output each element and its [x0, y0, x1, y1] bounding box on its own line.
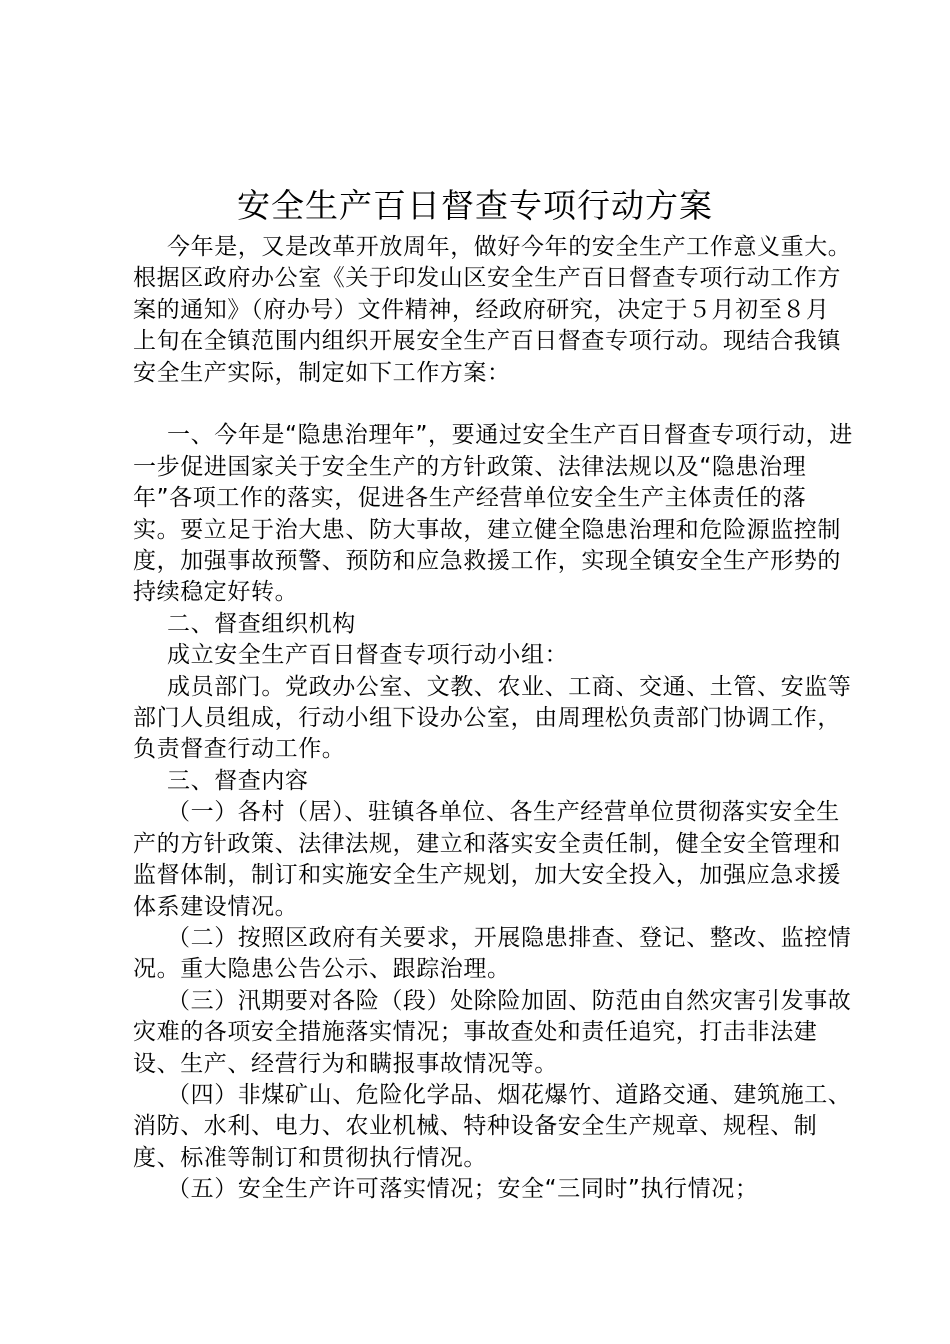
item-1-paragraph: （一）各村（居）、驻镇各单位、各生产经营单位贯彻落实安全生产的方针政策、法律法规，建立和落实安全责任制，健全安全管理和监督体制，制订和实施安全生产规划，加大安全投入，加强应急求援体系建设情况。 — [133, 799, 841, 920]
paragraph-spacer — [133, 389, 853, 420]
document-body — [133, 232, 853, 1206]
section-2-heading: 二、督查组织机构 — [167, 610, 356, 637]
item-3-paragraph: （三）汛期要对各险（段）处除险加固、防范由自然灾害引发事故灾难的各项安全措施落实情况；事故查处和责任追究，打击非法建设、生产、经营行为和瞒报事故情况等。 — [133, 987, 852, 1077]
item-5-paragraph: （五）安全生产许可落实情况；安全“三同时”执行情况； — [167, 1176, 759, 1203]
item-4-paragraph: （四）非煤矿山、危险化学品、烟花爆竹、道路交通、建筑施工、消防、水利、电力、农业机械、特种设备安全生产规章、规程、制度、标准等制订和贯彻执行情况。 — [133, 1081, 852, 1171]
section-3-heading: 三、督查内容 — [167, 767, 309, 794]
member-departments-paragraph: 成员部门。党政办公室、文教、农业、工商、交通、土管、安监等部门人员组成，行动小组下设办公室，由周理松负责部门协调工作，负责督查行动工作。 — [133, 673, 852, 763]
group-formation-paragraph: 成立安全生产百日督查专项行动小组： — [167, 642, 569, 669]
section-1-paragraph: 一、今年是“隐患治理年”，要通过安全生产百日督查专项行动，进一步促进国家关于安全生产的方针政策、法律法规以及“隐患治理年”各项工作的落实，促进各生产经营单位安全生产主体责任的落实。要立足于治大患、防大事故，建立健全隐患治理和危险源监控制度，加强事故预警、预防和应急救援工作，实现全镇安全生产形势的持续稳定好转。 — [133, 422, 853, 606]
intro-paragraph: 今年是，又是改革开放周年，做好今年的安全生产工作意义重大。根据区政府办公室《关于印发山区安全生产百日督查专项行动工作方案的通知》（府办号）文件精神，经政府研究，决定于５月初至８月上旬在全镇范围内组织开展安全生产百日督查专项行动。现结合我镇安全生产实际，制定如下工作方案： — [133, 234, 852, 386]
item-2-paragraph: （二）按照区政府有关要求，开展隐患排查、登记、整改、监控情况。重大隐患公告公示、跟踪治理。 — [133, 924, 852, 983]
document-title: 安全生产百日督查专项行动方案 — [237, 186, 713, 225]
